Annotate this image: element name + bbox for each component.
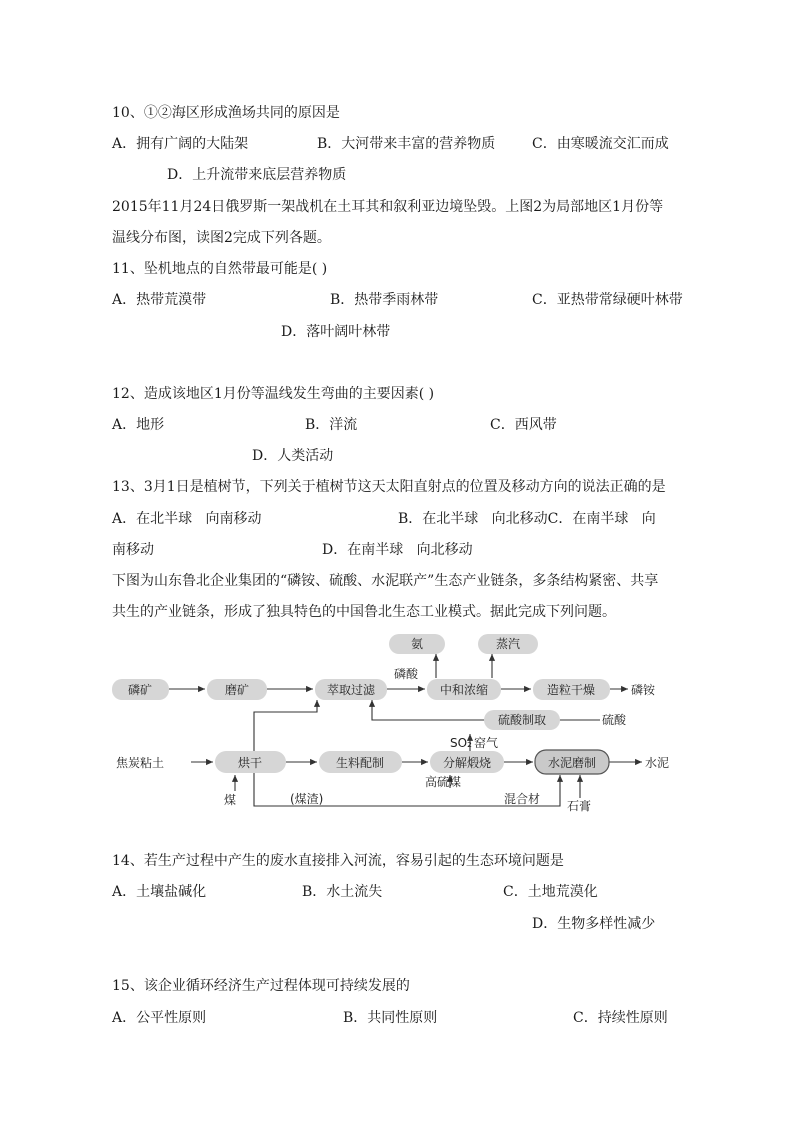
svg-text:造粒干燥: 造粒干燥 [546,683,596,697]
q12-stem: 12、造成该地区1月份等温线发生弯曲的主要因素( ) [112,386,435,402]
node-zhonghe-nongsuo [427,679,501,700]
q10-option-d: D．上升流带来底层营养物质 [167,167,347,183]
intro2-line2: 共生的产业链条，形成了独具特色的中国鲁北生态工业模式。据此完成下列问题。 [112,604,616,620]
svg-text:中和浓缩: 中和浓缩 [439,683,489,697]
svg-text:窑气: 窑气 [474,736,499,750]
svg-text:分解煅烧: 分解煅烧 [442,756,492,770]
svg-text:萃取过滤: 萃取过滤 [326,683,376,697]
svg-text:蒸汽: 蒸汽 [495,637,521,651]
label-meizha [290,791,323,806]
q11-option-a: A．热带荒漠带 [112,292,207,308]
q14-option-d: D．生物多样性减少 [532,916,656,932]
input-shigao [567,799,591,813]
q13-option-d: D．在南半球 向北移动 [322,542,473,558]
svg-text:磷矿: 磷矿 [127,683,153,697]
svg-text:SO₂: SO₂ [450,736,472,750]
label-so2-yaoqi [450,735,498,750]
node-hong-gan [215,751,286,773]
q15-option-c: C．持续性原则 [573,1010,668,1026]
node-zaoli-ganzao [533,679,610,700]
input-mei [224,792,236,807]
label-hunhecai [504,791,540,806]
q14-stem: 14、若生产过程中产生的废水直接排入河流，容易引起的生态环境问题是 [112,853,564,869]
svg-text:混合材: 混合材 [504,792,541,806]
q12-option-d: D．人类活动 [252,448,334,464]
svg-text:生料配制: 生料配制 [335,756,385,770]
eco-industry-flow-diagram [112,628,687,818]
svg-text:硫酸: 硫酸 [602,713,627,727]
svg-text:磷铵: 磷铵 [631,683,656,697]
intro2-line1: 下图为山东鲁北企业集团的“磷铵、硫酸、水泥联产”生态产业链条，多条结构紧密、共享 [112,573,659,589]
q12-option-b: B．洋流 [305,417,358,433]
svg-text:高硫煤: 高硫煤 [425,775,462,789]
q14-option-c: C．土地荒漠化 [503,884,598,900]
q15-option-a: A．公平性原则 [112,1010,207,1026]
q10-option-b: B．大河带来丰富的营养物质 [317,136,496,152]
label-linsuan [394,666,419,681]
intro1-line1: 2015年11月24日俄罗斯一架战机在土耳其和叙利亚边境坠毁。上图2为局部地区1月份等 [112,199,664,215]
q12-option-a: A．地形 [112,417,165,433]
output-liusuan [602,712,627,727]
svg-text:(煤渣): (煤渣) [290,792,324,806]
input-jiaotan-niantu [116,755,164,770]
svg-text:氨: 氨 [410,637,424,651]
q10-stem: 10、①②海区形成渔场共同的原因是 [112,105,340,121]
output-shuini [645,755,669,770]
svg-text:水泥磨制: 水泥磨制 [547,756,597,770]
node-cuiqu-guolv [315,679,387,700]
node-shengliao-peizhi [319,751,402,773]
svg-text:硫酸制取: 硫酸制取 [497,713,547,727]
q11-option-b: B．热带季雨林带 [330,292,439,308]
q13-option-c-cont: 南移动 [112,542,154,558]
q13-option-a: A．在北半球 向南移动 [112,511,262,527]
svg-text:煤: 煤 [224,793,237,807]
svg-text:石膏: 石膏 [567,799,592,813]
intro1-line2: 温线分布图，读图2完成下列各题。 [112,230,331,246]
svg-text:焦炭粘土: 焦炭粘土 [116,756,165,770]
q10-option-a: A．拥有广阔的大陆架 [112,136,249,152]
svg-text:水泥: 水泥 [645,756,670,770]
q14-option-b: B．水土流失 [302,884,383,900]
q11-option-d: D．落叶阔叶林带 [281,324,391,340]
q15-option-b: B．共同性原则 [343,1010,438,1026]
q15-stem: 15、该企业循环经济生产过程体现可持续发展的 [112,978,410,994]
q13-stem: 13、3月1日是植树节，下列关于植树节这天太阳直射点的位置及移动方向的说法正确的是 [112,479,666,495]
node-linkuang [112,679,169,700]
svg-text:磨矿: 磨矿 [224,683,250,697]
q11-stem: 11、坠机地点的自然带最可能是( ) [112,261,328,277]
node-liusuan-zhiqu [484,710,560,730]
node-mokuang [207,679,267,700]
node-shuini-mozhi [535,750,609,774]
svg-text:烘干: 烘干 [237,756,263,770]
q13-option-bc: B．在北半球 向北移动C．在南半球 向 [398,511,656,527]
node-zhengqi [478,634,538,654]
node-an [389,634,445,654]
q11-option-c: C．亚热带常绿硬叶林带 [532,292,683,308]
node-fenjie-duanshao [430,751,504,773]
output-linan [631,682,656,697]
svg-text:磷酸: 磷酸 [394,667,419,681]
q14-option-a: A．土壤盐碱化 [112,884,207,900]
q10-option-c: C．由寒暖流交汇而成 [532,136,669,152]
q12-option-c: C．西风带 [490,417,557,433]
input-gaoliumei [425,774,461,789]
